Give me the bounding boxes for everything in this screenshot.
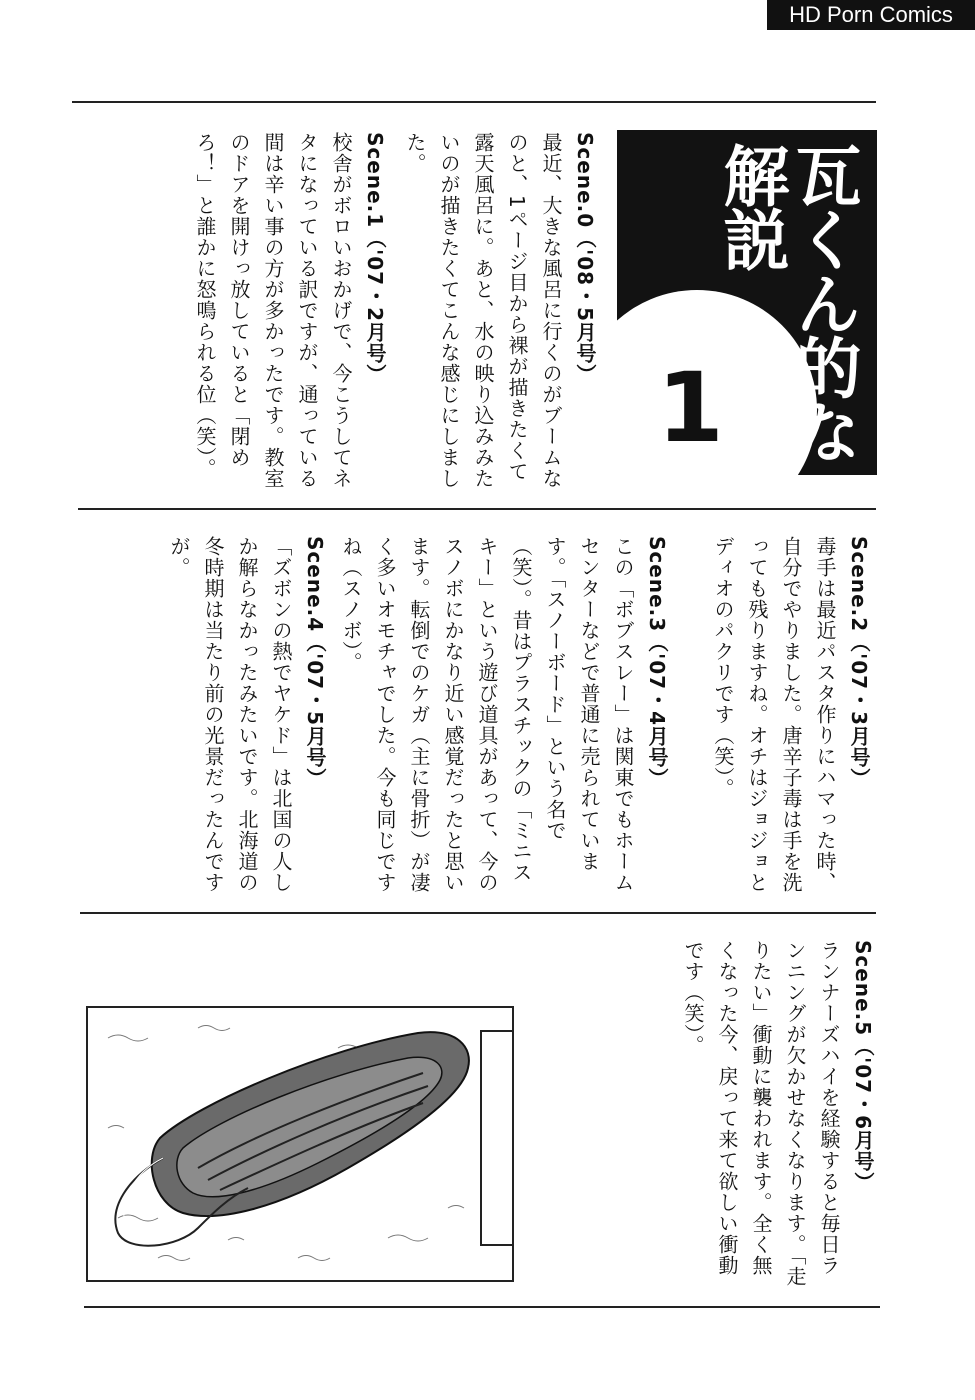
scene-4-entry (167, 536, 332, 896)
scene-3-entry (339, 536, 674, 896)
scene-4-heading: Scene.4（'07・5月号） (303, 536, 327, 790)
scene-5-heading: Scene.5（'07・6月号） (851, 940, 875, 1194)
rule-bottom (84, 1306, 880, 1308)
title-number: 1 (657, 352, 724, 464)
scene-0-entry (403, 132, 602, 496)
rule-top (72, 101, 876, 103)
scene-2-entry (711, 536, 876, 896)
scene-3-heading: Scene.3（'07・4月号） (645, 536, 669, 790)
scene-5-text: ランナーズハイを経験すると毎日ランニングが欠かせなくなります。「走りたい」衝動に襲われます。全く無くなった今、戻って来て欲しい衝動です（笑）。 (681, 940, 841, 1287)
sled-drawing (88, 1008, 512, 1280)
rule-mid-2 (80, 912, 876, 914)
illustration-caption-box (480, 1030, 514, 1246)
scene-5-entry (681, 940, 880, 1290)
scene-0-text: 最近、大きな風呂に行くのがブームなのと、1ページ目から裸が描きたくて露天風呂に。あと、水の映り込みみたいのが描きたくてこんな感じにしました。 (403, 132, 563, 489)
scene-2-text: 毒手は最近パスタ作りにハマった時、自分でやりました。唐辛子毒は手を洗っても残りますね。オチはジョジョとディオのパクリです（笑）。 (711, 536, 837, 893)
scene-1-entry (193, 132, 392, 496)
rule-mid-1 (78, 508, 876, 510)
scene-1-text: 校舎がボロいおかげで、今こうしてネタになっている訳ですが、通っている間は辛い事の方が多かったです。教室のドアを開けっ放していると「閉めろ！」と誰かに怒鳴られる位（笑）。 (193, 132, 353, 489)
sled-illustration (86, 1006, 514, 1282)
scene-0-heading: Scene.0（'08・5月号） (573, 132, 597, 386)
title-line-2: 解説 (712, 142, 789, 270)
scene-3-text: この「ボブスレー」は関東でもホームセンターなどで普通に売られています。「スノーボード」という名で（笑）。昔はプラスチックの「ミニスキー」という遊び道具があって、今のスノボにかなり近い感覚だったと思います。転倒でのケガ（主に骨折）が凄く多いオモチャでした。今も同じですね（スノボ）。 (339, 536, 635, 893)
title-block (617, 130, 877, 475)
watermark-badge: HD Porn Comics (767, 0, 975, 30)
scene-4-text: 「ズボンの熱でヤケド」は北国の人しか解らなかったみたいです。北海道の冬時期は当たり前の光景だったんですが。 (167, 536, 293, 893)
scene-1-heading: Scene.1（'07・2月号） (363, 132, 387, 386)
scene-2-heading: Scene.2（'07・3月号） (847, 536, 871, 790)
title-line-1: 瓦くん的な (784, 142, 861, 462)
